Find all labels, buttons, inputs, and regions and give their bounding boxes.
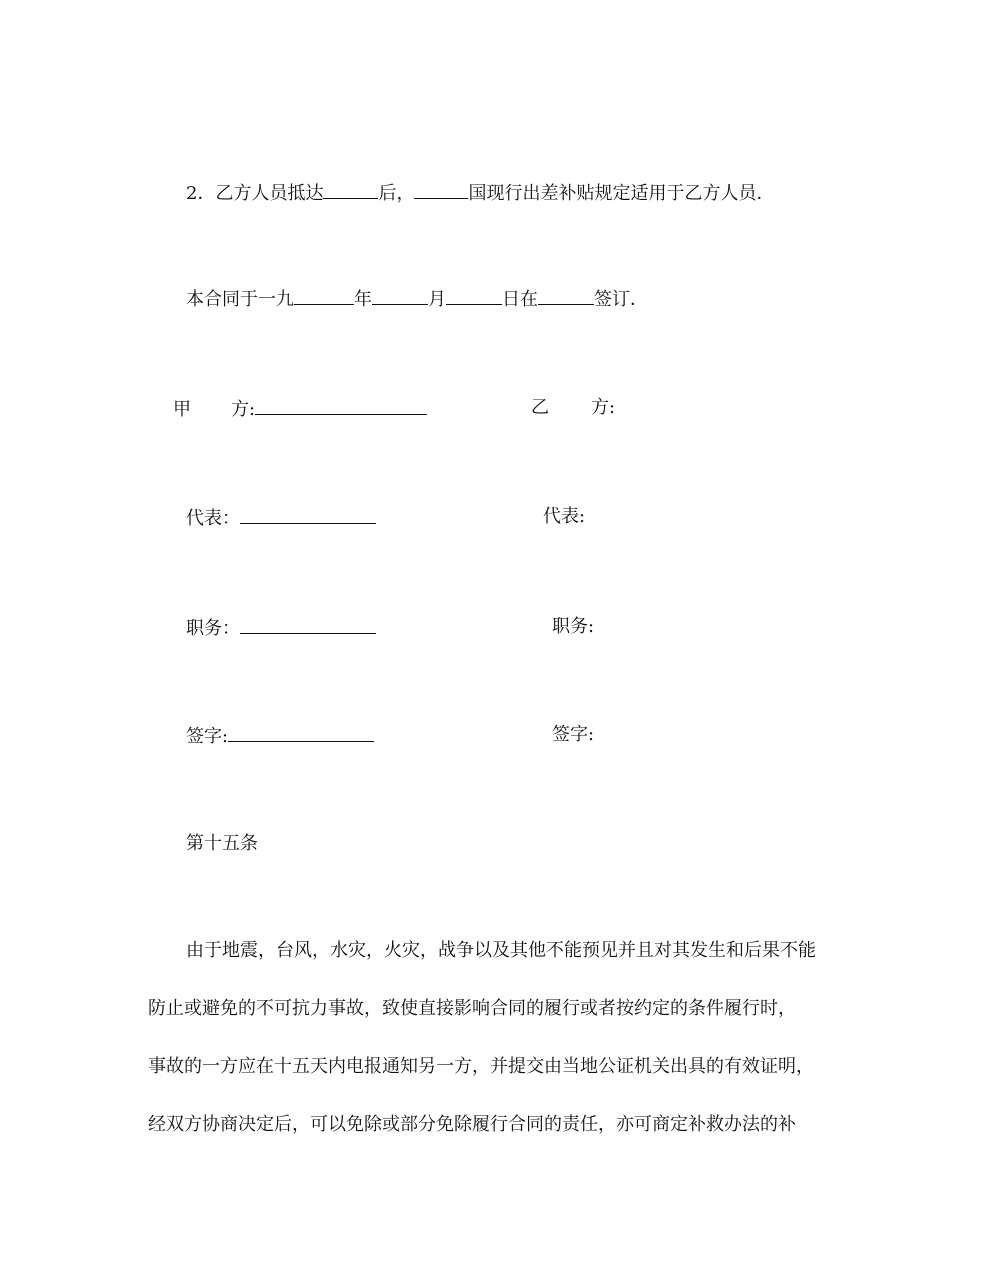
party-b-label-char2: 方: xyxy=(591,397,616,418)
article-line-4: 经双方协商决定后，可以免除或部分免除履行合同的责任，亦可商定补救办法的补 xyxy=(148,1114,796,1135)
article-heading: 第十五条 xyxy=(186,833,258,854)
signing-text-4: 日在 xyxy=(502,289,538,310)
party-b-title-label: 职务: xyxy=(552,616,595,637)
party-a-rep-blank[interactable] xyxy=(240,505,376,524)
party-a-label-char1: 甲 xyxy=(173,399,191,420)
party-a-representative xyxy=(186,505,376,531)
signing-text-5: 签订． xyxy=(594,289,648,310)
party-a-sign-label: 签字: xyxy=(186,726,229,747)
party-a-title xyxy=(186,615,376,641)
signing-text-1: 本合同于一九 xyxy=(186,289,294,310)
party-b-signature xyxy=(552,723,594,747)
clause-text-1: 乙方人员抵达 xyxy=(215,183,324,204)
party-b-rep-label: 代表: xyxy=(543,506,586,527)
clause-text-2: 后， xyxy=(378,183,415,204)
article-line-3: 事故的一方应在十五天内电报通知另一方，并提交由当地公证机关出具的有效证明， xyxy=(148,1056,814,1077)
party-b-representative xyxy=(543,505,585,529)
party-b-title xyxy=(552,615,594,639)
party-a-title-label: 职务： xyxy=(186,618,240,639)
party-b-sign-label: 签字: xyxy=(552,724,595,745)
year-blank[interactable] xyxy=(294,286,354,305)
article-line-2: 防止或避免的不可抗力事故，致使直接影响合同的履行或者按约定的条件履行时， xyxy=(148,998,796,1019)
signing-text-3: 月 xyxy=(428,289,446,310)
day-blank[interactable] xyxy=(446,286,502,305)
signing-date-line xyxy=(186,286,648,312)
clause-item-2 xyxy=(186,180,774,206)
signing-text-2: 年 xyxy=(354,289,372,310)
party-a-sign-blank[interactable] xyxy=(228,723,374,742)
party-a-signature xyxy=(186,723,374,749)
arrival-place-blank[interactable] xyxy=(323,180,378,199)
signing-place-blank[interactable] xyxy=(538,286,594,305)
party-a-label-char2: 方: xyxy=(231,399,256,420)
country-blank[interactable] xyxy=(414,180,468,199)
month-blank[interactable] xyxy=(372,286,428,305)
party-a-title-blank[interactable] xyxy=(240,615,376,634)
party-b-label-char1: 乙 xyxy=(531,397,549,418)
clause-text-3: 国现行出差补贴规定适用于乙方人员． xyxy=(468,183,775,204)
article-line-1: 由于地震，台风，水灾，火灾，战争以及其他不能预见并且对其发生和后果不能 xyxy=(186,940,816,961)
party-a-rep-label: 代表： xyxy=(186,508,240,529)
party-a-line xyxy=(173,396,427,422)
party-b-line xyxy=(531,396,615,420)
clause-number: 2． xyxy=(186,183,216,204)
article-body xyxy=(148,922,868,1154)
party-a-name-blank[interactable] xyxy=(255,396,427,415)
